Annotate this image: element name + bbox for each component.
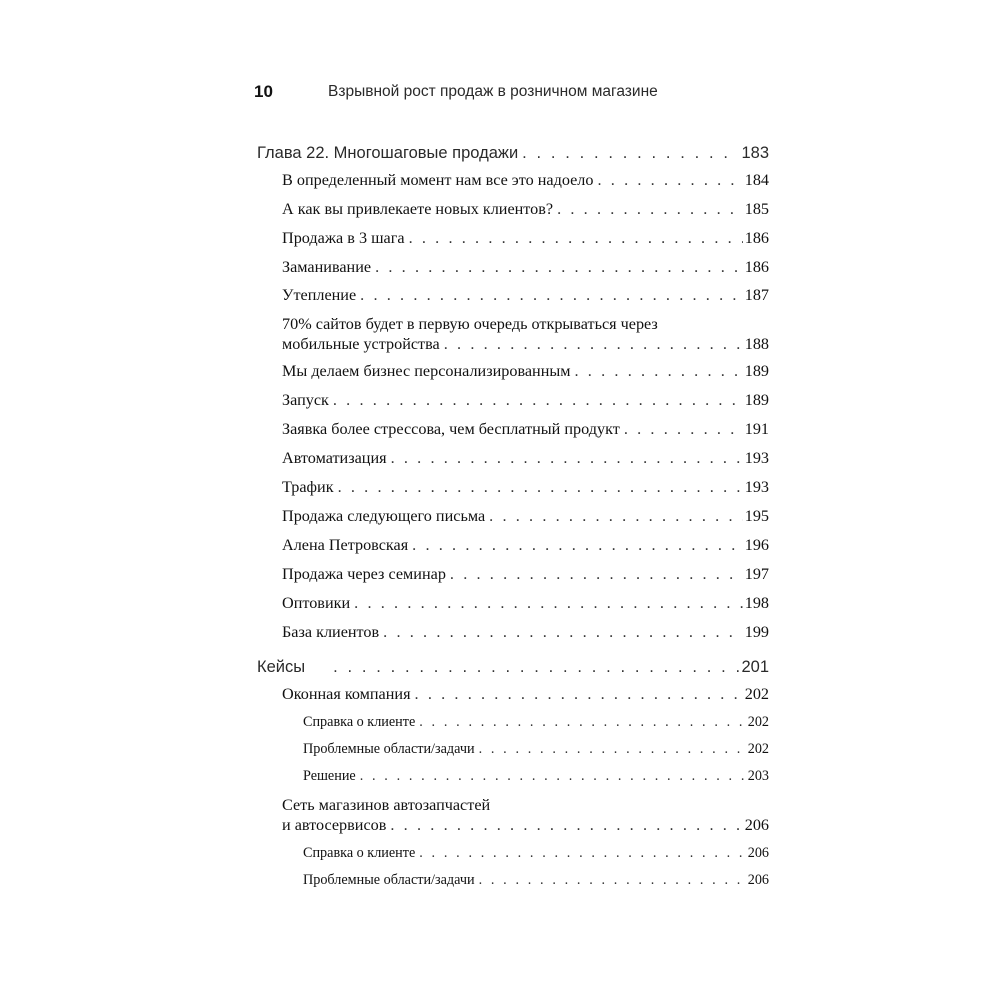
toc-entry-title: Оптовики <box>282 594 351 612</box>
dot-leader <box>479 741 746 758</box>
toc-subsection-entry[interactable] <box>303 714 769 731</box>
toc-section-entry[interactable] <box>282 315 769 355</box>
toc-section-entry[interactable] <box>282 229 769 249</box>
dot-leader <box>333 391 743 411</box>
toc-entry-title: Автоматизация <box>282 449 387 467</box>
toc-section-entry[interactable] <box>282 594 769 614</box>
dot-leader <box>409 229 743 249</box>
toc-page-number: 206 <box>747 872 769 888</box>
toc-entry-title: Запуск <box>282 391 329 409</box>
toc-page-number: 202 <box>747 741 769 757</box>
toc-page-number: 206 <box>744 815 769 834</box>
dot-leader <box>444 335 743 355</box>
toc-entry-title: Заявка более стрессова, чем бесплатный продукт <box>282 420 620 438</box>
toc-entry-title: А как вы привлекаете новых клиентов? <box>282 200 554 218</box>
toc-page-number: 198 <box>744 594 769 612</box>
toc-page-number: 193 <box>744 449 769 467</box>
toc-entry-title: В определенный момент нам все это надоело <box>282 171 594 189</box>
running-title: Взрывной рост продаж в розничном магазине <box>328 83 658 100</box>
dot-leader <box>354 594 743 614</box>
toc-chapter-entry[interactable] <box>257 143 769 163</box>
toc-page-number: 185 <box>744 200 769 218</box>
toc-section-entry[interactable] <box>282 286 769 306</box>
toc-section-entry[interactable] <box>282 685 769 705</box>
toc-subsection-entry[interactable] <box>303 741 769 758</box>
toc-subsection-entry[interactable] <box>303 768 769 785</box>
toc-entry-title: Глава 22. Многошаговые продажи <box>257 144 519 162</box>
toc-entry-title: Продажа в 3 шага <box>282 229 405 247</box>
toc-entry-title: Алена Петровская <box>282 536 409 554</box>
dot-leader <box>489 507 743 527</box>
toc-chapter-entry[interactable] <box>257 657 769 677</box>
toc-page-number: 187 <box>744 286 769 304</box>
page-number: 10 <box>254 82 273 101</box>
toc-subsection-entry[interactable] <box>303 872 769 889</box>
toc-page-number: 186 <box>744 258 769 276</box>
dot-leader <box>624 420 743 440</box>
toc-entry-title: Кейсы <box>257 658 306 676</box>
dot-leader <box>415 685 743 705</box>
dot-leader <box>412 536 743 556</box>
toc-page-number: 183 <box>741 144 769 162</box>
toc-entry-title-line: Сеть магазинов автозапчастей <box>282 796 491 814</box>
toc-section-entry[interactable] <box>282 420 769 440</box>
dot-leader <box>333 657 739 677</box>
toc-entry-title: Решение <box>303 768 356 784</box>
toc-section-entry[interactable] <box>282 796 769 836</box>
toc-section-entry[interactable] <box>282 362 769 382</box>
dot-leader <box>391 449 743 469</box>
toc-entry-title: мобильные устройства <box>282 334 440 353</box>
dot-leader <box>597 171 742 191</box>
toc-section-entry[interactable] <box>282 623 769 643</box>
toc-subsection-entry[interactable] <box>303 845 769 862</box>
toc-page-number: 206 <box>747 845 769 861</box>
dot-leader <box>557 200 743 220</box>
toc-entry-title-line: 70% сайтов будет в первую очередь открываться через <box>282 315 658 333</box>
toc-entry-title: Справка о клиенте <box>303 845 416 861</box>
toc-entry-title: Проблемные области/задачи <box>303 872 475 888</box>
toc-section-entry[interactable] <box>282 478 769 498</box>
toc-section-entry[interactable] <box>282 391 769 411</box>
toc-entry-title: Продажа через семинар <box>282 565 446 583</box>
toc-entry-title: Справка о клиенте <box>303 714 416 730</box>
dot-leader <box>383 623 743 643</box>
toc-page-number: 193 <box>744 478 769 496</box>
toc-entry-title: Заманивание <box>282 258 372 276</box>
toc-page-number: 189 <box>744 362 769 380</box>
toc-section-entry[interactable] <box>282 507 769 527</box>
toc-entry-title: Утепление <box>282 286 357 304</box>
toc-section-entry[interactable] <box>282 449 769 469</box>
toc-section-entry[interactable] <box>282 565 769 585</box>
dot-leader <box>522 143 739 163</box>
toc-entry-title: и автосервисов <box>282 815 387 834</box>
toc-page-number: 189 <box>744 391 769 409</box>
toc-section-entry[interactable] <box>282 536 769 556</box>
toc-page-number: 184 <box>744 171 769 189</box>
toc-page-number: 202 <box>744 685 769 703</box>
dot-leader <box>575 362 743 382</box>
toc-page-number: 188 <box>744 334 769 353</box>
toc-page-number: 197 <box>744 565 769 583</box>
dot-leader <box>450 565 743 585</box>
toc-entry-title: Трафик <box>282 478 334 496</box>
toc-page-number: 195 <box>744 507 769 525</box>
toc-entry-title: Продажа следующего письма <box>282 507 486 525</box>
toc-page-number: 186 <box>744 229 769 247</box>
toc-page-number: 203 <box>747 768 769 784</box>
dot-leader <box>360 286 743 306</box>
dot-leader <box>375 258 743 278</box>
toc-section-entry[interactable] <box>282 171 769 191</box>
toc-page-number: 196 <box>744 536 769 554</box>
toc-page-number: 202 <box>747 714 769 730</box>
toc-entry-title: База клиентов <box>282 623 380 641</box>
toc-entry-title: Мы делаем бизнес персонализированным <box>282 362 571 380</box>
toc-section-entry[interactable] <box>282 258 769 278</box>
toc-page-number: 201 <box>741 658 769 676</box>
dot-leader <box>419 714 745 731</box>
toc-section-entry[interactable] <box>282 200 769 220</box>
toc-entry-title: Проблемные области/задачи <box>303 741 475 757</box>
dot-leader <box>360 768 746 785</box>
dot-leader <box>390 816 742 836</box>
dot-leader <box>479 872 746 889</box>
dot-leader <box>338 478 743 498</box>
toc-entry-title: Оконная компания <box>282 685 411 703</box>
dot-leader <box>419 845 745 862</box>
toc-page-number: 191 <box>744 420 769 438</box>
toc-page-number: 199 <box>744 623 769 641</box>
